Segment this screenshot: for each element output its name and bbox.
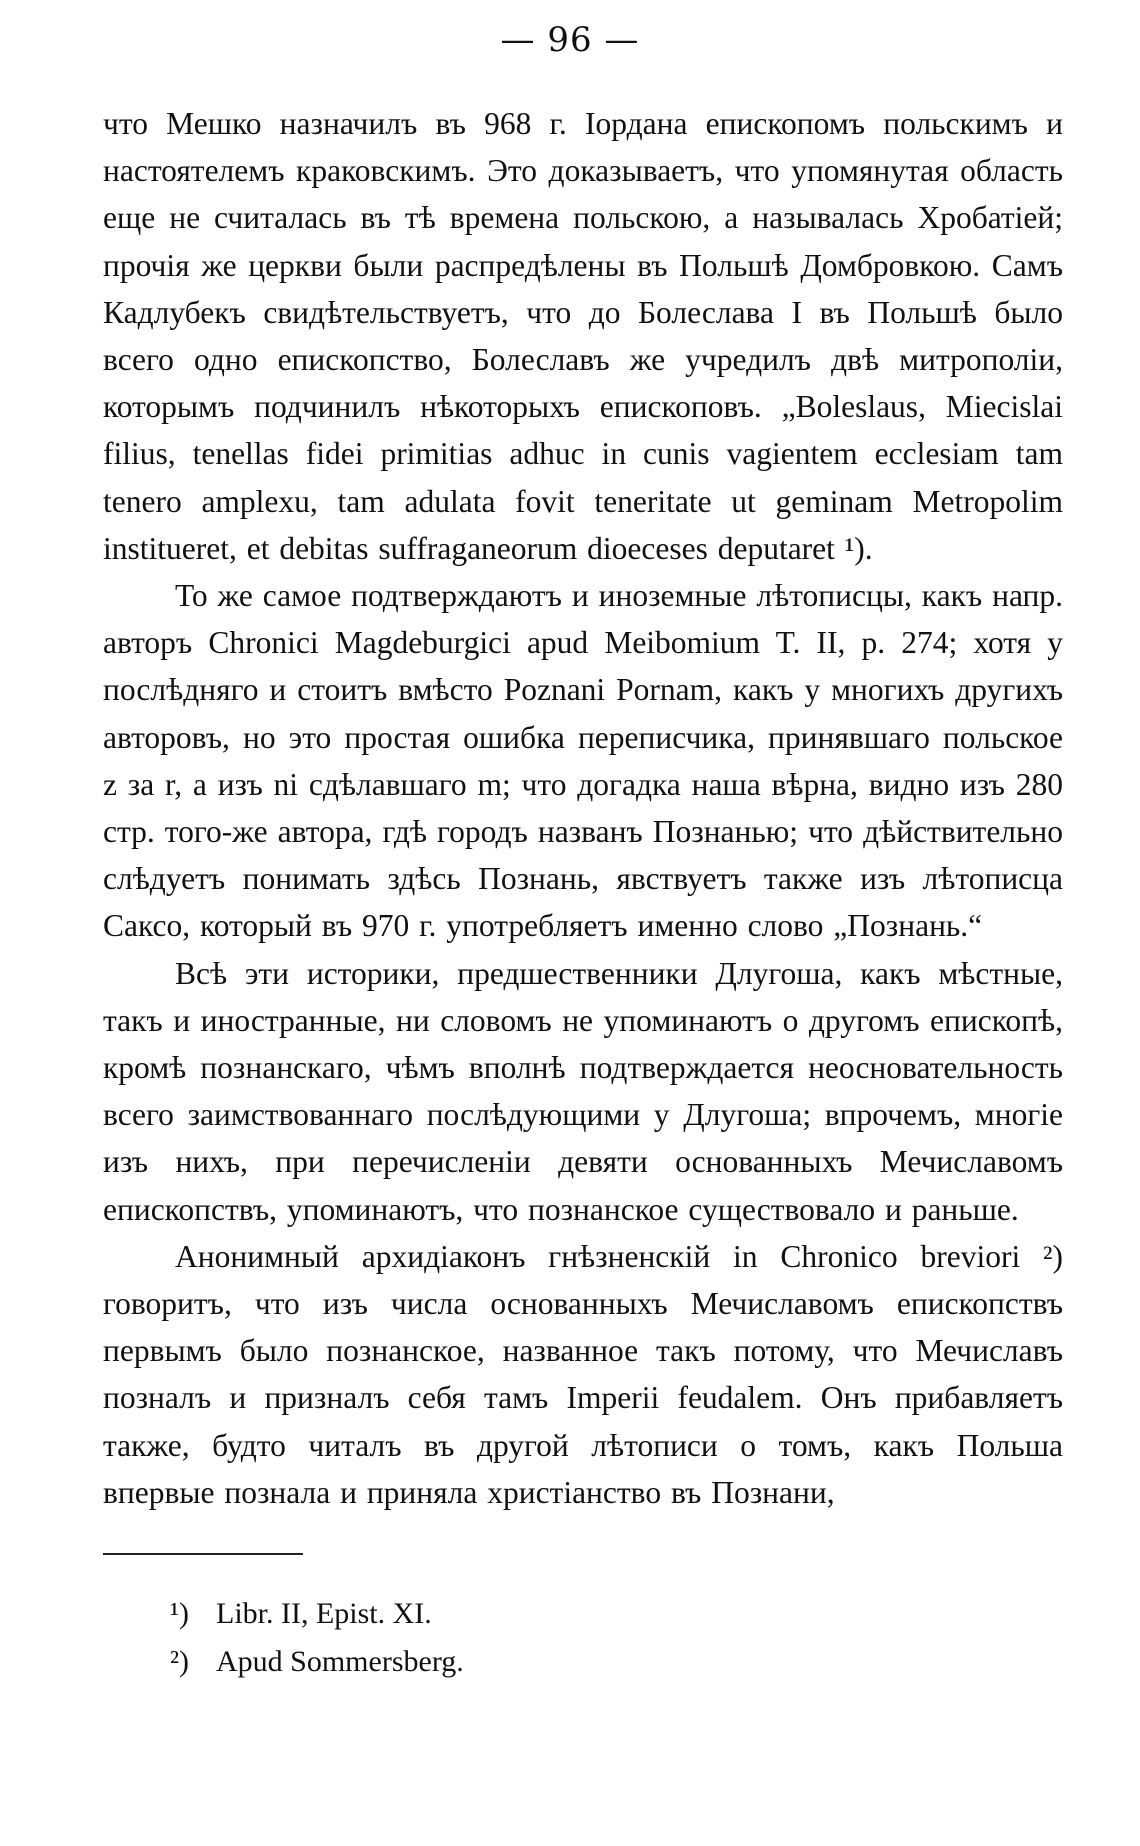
footnote-text: Apud Sommersberg. xyxy=(216,1645,464,1678)
footnote-1 xyxy=(170,1590,870,1638)
paragraph-1: что Мешко назначилъ въ 968 г. Іордана епископомъ польскимъ и настоятелемъ краковскимъ. Это доказываетъ, что упомянутая область еще не считалась въ тѣ времена польскою, а называлась Хробатіей; прочія же церкви были распредѣлены въ Польшѣ Домбровкою. Самъ Кадлубекъ свидѣтельствуетъ, что до Болеслава I въ Польшѣ было всего одно епископство, Болеславъ же учредилъ двѣ митрополіи, которымъ подчинилъ нѣкоторыхъ епископовъ. „Boleslaus, Miecislai filius, tenellas fidei primitias adhuc in cunis vagientem ecclesiam tam tenero amplexu, tam adulata fovit teneritate ut geminam Metropolim institueret, et debitas suffraganeorum dioeceses deputaret ¹). xyxy=(103,106,1063,566)
paragraph-3: Всѣ эти историки, предшественники Длугоша, какъ мѣстные, такъ и иностранные, ни словомъ не упоминаютъ о другомъ епископѣ, кромѣ познанскаго, чѣмъ вполнѣ подтверждается неосновательность всего заимствованнаго послѣдующими у Длугоша; впрочемъ, многіе изъ нихъ, при перечисленіи девяти основанныхъ Мечиславомъ епископствъ, упоминаютъ, что познанское существовало и раньше. xyxy=(103,955,1063,1227)
footnote-2 xyxy=(170,1638,870,1686)
page-number: — 96 — xyxy=(500,20,640,60)
footnote-mark: ¹) xyxy=(170,1597,189,1630)
footnote-text: Libr. II, Epist. XI. xyxy=(216,1597,432,1630)
paragraph-4: Анонимный архидіаконъ гнѣзненскій in Chronico breviori ²) говоритъ, что изъ числа основанныхъ Мечиславомъ епископствъ первымъ было познанское, названное такъ потому, что Мечиславъ позналъ и призналъ себя тамъ Imperii feudalem. Онъ прибавляетъ также, будто читалъ въ другой лѣтописи о томъ, какъ Польша впервые познала и приняла христіанство въ Познани, xyxy=(103,1238,1063,1510)
body-text xyxy=(103,100,1063,1516)
footnote-mark: ²) xyxy=(170,1645,189,1678)
footnotes xyxy=(170,1590,870,1686)
paragraph-2: То же самое подтверждаютъ и иноземные лѣтописцы, какъ напр. авторъ Chronici Magdeburgici apud Meibomium T. II, p. 274; хотя у послѣдняго и стоитъ вмѣсто Poznani Pornam, какъ у многихъ другихъ авторовъ, но это простая ошибка переписчика, принявшаго польское z за r, а изъ ni сдѣлавшаго m; что догадка наша вѣрна, видно изъ 280 стр. того-же автора, гдѣ городъ названъ Познанью; что дѣйствительно слѣдуетъ понимать здѣсь Познань, явствуетъ также изъ лѣтописца Саксо, который въ 970 г. употребляетъ именно слово „Познань.“ xyxy=(103,578,1063,944)
footnote-divider xyxy=(103,1553,303,1555)
